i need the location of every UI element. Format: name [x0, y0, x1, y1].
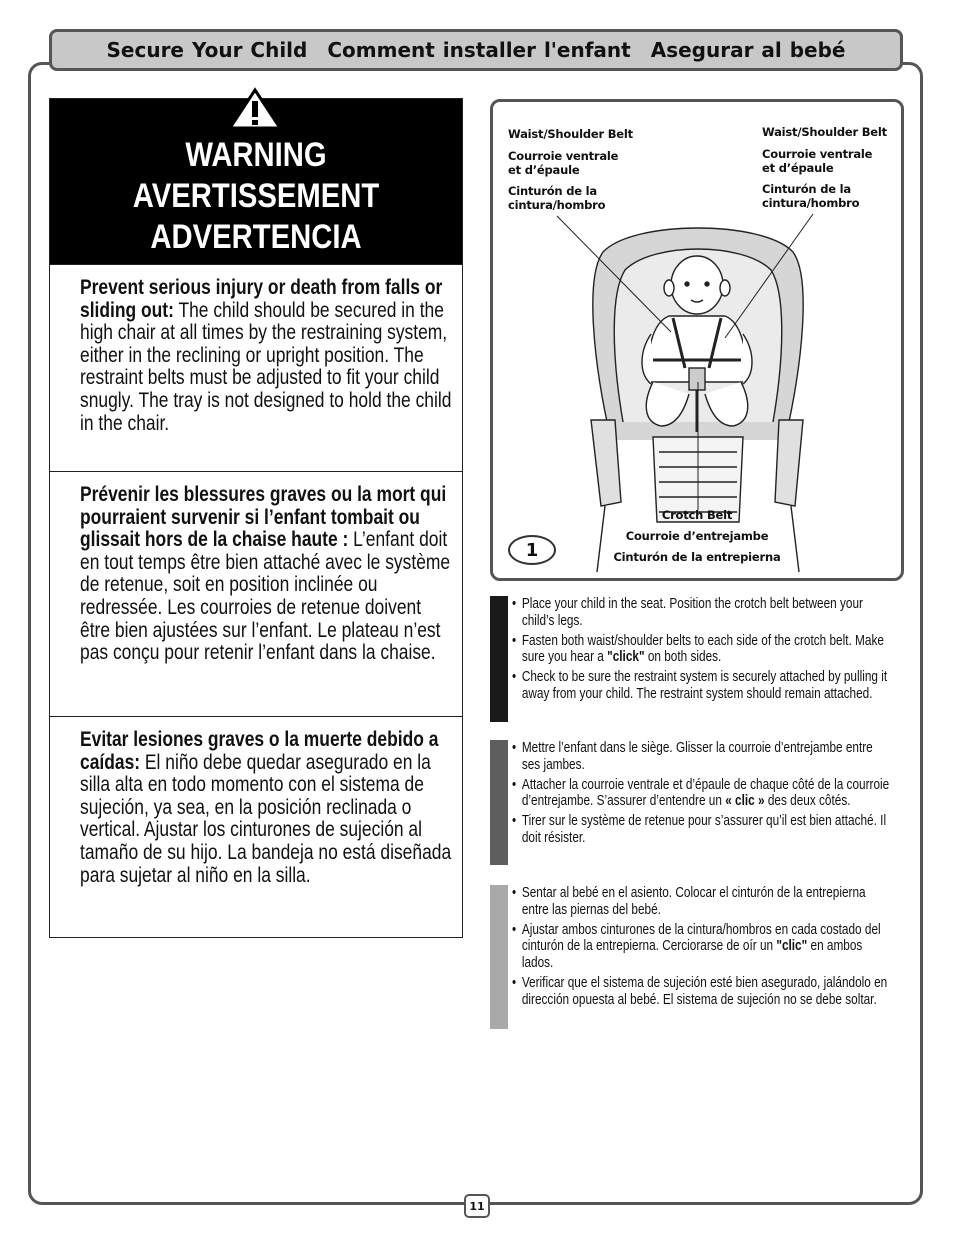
step-number-badge: 1: [508, 535, 556, 565]
instruction-fr-2-bold: « clic »: [725, 793, 765, 810]
label-waist-belt-es-right: Cinturón de la cintura/hombro: [762, 182, 860, 210]
label-waist-belt-fr-left: Courroie ventrale et d’épaule: [508, 149, 619, 177]
instruction-es-3-text: Verificar que el sistema de sujeción esté bien asegurado, jalándolo en dirección opuesta al bebé. El sistema de sujeción no se debe soltar.: [521, 974, 888, 1008]
instruction-en-1: [512, 596, 889, 630]
warning-text-en: The child should be secured in the high chair at all times by the restraining system, either in the reclining or upright position. The restraint belts must be adjusted to fit your child snugly. The tray is not designed to hold the child in the chair.: [80, 298, 452, 435]
label-crotch-belt-en: Crotch Belt: [661, 508, 733, 522]
instruction-fr-2-tail: des deux côtés.: [764, 793, 851, 810]
header-title-es: Asegurar al bebé: [650, 38, 846, 62]
instruction-en-2: [512, 633, 889, 667]
warning-block: [49, 98, 463, 938]
label-crotch-belt-fr: Courroie d’entrejambe: [625, 529, 769, 543]
instructions-en: [490, 596, 904, 722]
illustration-panel: [490, 99, 904, 581]
warning-lead-es: Evitar lesiones graves o la muerte debido a caídas:: [80, 728, 439, 774]
label-waist-belt-fr-right: Courroie ventrale et d’épaule: [762, 147, 873, 175]
instructions-fr: [490, 740, 904, 865]
instruction-en-2-bold: "click": [607, 649, 645, 666]
instruction-es-2-bold: "clic": [776, 938, 808, 955]
instruction-fr-2-text: Attacher la courroie ventrale et d’épaule de chaque côté de la courroie d’entrejambe. S’assurer d’entendre un: [521, 776, 890, 810]
instruction-es-1: [512, 885, 889, 919]
instruction-fr-3: [512, 813, 889, 847]
language-bar-en: [490, 596, 508, 722]
instruction-es-2: [512, 922, 889, 972]
label-waist-belt-en-right: Waist/Shoulder Belt: [762, 125, 887, 139]
warning-lead-en: Prevent serious injury or death from falls or sliding out:: [80, 276, 443, 322]
instruction-en-1-text: Place your child in the seat. Position the crotch belt between your child’s legs.: [521, 596, 863, 629]
header-title-fr: Comment installer l'enfant: [327, 38, 631, 62]
warning-header: [50, 99, 462, 264]
instruction-en-3-text: Check to be sure the restraint system is securely attached by pulling it away from your child. The restraint system should remain attached.: [521, 669, 888, 702]
header-title-en: Secure Your Child: [106, 38, 308, 62]
warning-triangle-icon: [227, 87, 283, 131]
label-crotch-belt-es: Cinturón de la entrepierna: [613, 550, 781, 564]
warning-section-es: [50, 716, 462, 938]
instruction-fr-1-text: Mettre l’enfant dans le siège. Glisser la courroie d’entrejambe entre ses jambes.: [521, 740, 873, 773]
instructions-es: [490, 885, 904, 1029]
warning-lead-fr: Prévenir les blessures graves ou la mort qui pourraient survenir si l’enfant tombait ou glissait hors de la chaise haute :: [80, 483, 447, 552]
language-bar-es: [490, 885, 508, 1029]
instruction-es-2-tail: en ambos lados.: [521, 938, 863, 972]
label-waist-belt-en-left: Waist/Shoulder Belt: [508, 127, 633, 141]
page-header: [49, 29, 903, 71]
instruction-fr-3-text: Tirer sur le système de retenue pour s’assurer qu’il est bien attaché. Il doit résister.: [521, 813, 887, 846]
warning-title-en: WARNING: [185, 136, 327, 174]
instruction-es-2-text: Ajustar ambos cinturones de la cintura/hombros en cada costado del cinturón de la entrepierna. Cerciorarse de oír un: [521, 921, 881, 955]
instruction-fr-1: [512, 740, 889, 774]
warning-text-es: El niño debe quedar asegurado en la silla alta en todo momento con el sistema de sujeción, ya sea, en la posición reclinada o vertical. Ajustar los cinturones de sujeción al tamaño de su hijo. La bandeja no está diseñada para sujetar al niño en la silla.: [80, 750, 452, 887]
instruction-es-3: [512, 975, 889, 1009]
language-bar-fr: [490, 740, 508, 865]
label-waist-belt-es-left: Cinturón de la cintura/hombro: [508, 184, 606, 212]
instruction-fr-2: [512, 777, 889, 811]
warning-section-fr: [50, 471, 462, 716]
warning-section-en: [50, 264, 462, 471]
instruction-en-2-tail: on both sides.: [644, 649, 722, 666]
instruction-en-2-text: Fasten both waist/shoulder belts to each side of the crotch belt. Make sure you hear a: [521, 632, 884, 666]
instruction-en-3: [512, 669, 889, 703]
warning-title-fr: AVERTISSEMENT: [132, 177, 380, 215]
instruction-es-1-text: Sentar al bebé en el asiento. Colocar el cinturón de la entrepierna entre las piernas del bebé.: [521, 885, 866, 918]
warning-title-es: ADVERTENCIA: [150, 218, 362, 256]
page-number: 11: [464, 1194, 490, 1218]
warning-text-fr: L’enfant doit en tout temps être bien attaché avec le système de retenue, soit en position inclinée ou redressée. Les courroies de retenue doivent être bien ajustées sur l’enfant. Le plateau n’est pas conçu pour retenir l’enfant dans la chaise.: [80, 528, 451, 665]
